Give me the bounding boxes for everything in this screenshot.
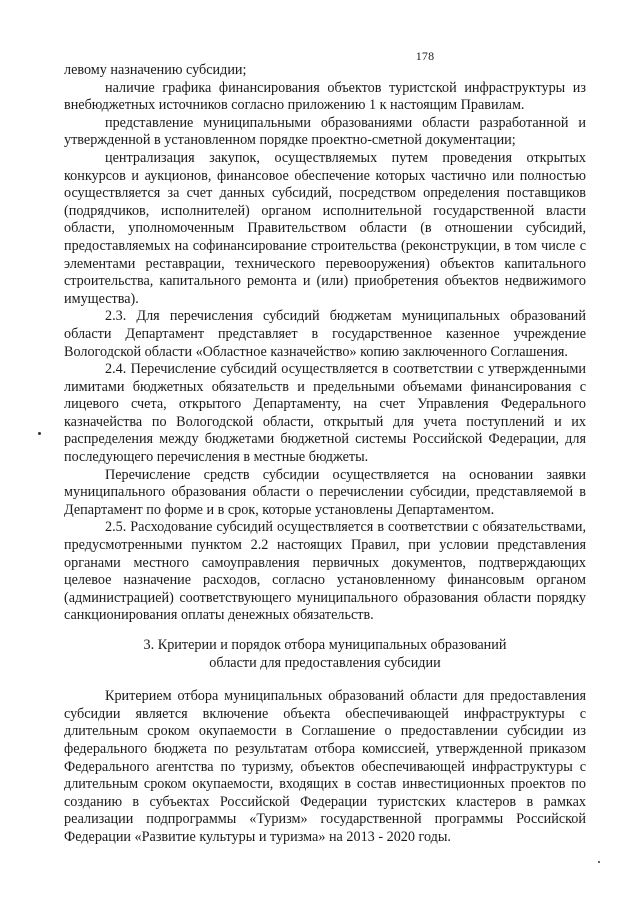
section-3-heading-line-1: 3. Критерии и порядок отбора муниципальных образований — [143, 637, 507, 653]
paragraph-2-3: 2.3. Для перечисления субсидий бюджетам муниципальных образований области Департамент представляет в государственное казенное учреждение Вологодской области «Областное казначейство» копию заключенного Соглашения. — [64, 308, 586, 360]
paragraph-financing-schedule: наличие графика финансирования объектов туристской инфраструктуры из внебюджетных источников согласно приложению 1 к настоящим Правилам. — [64, 79, 586, 114]
page-number: 178 — [415, 49, 435, 63]
scan-speck — [38, 432, 41, 435]
paragraph-continuation: левому назначению субсидии; — [64, 62, 247, 78]
paragraph-2-4: 2.4. Перечисление субсидий осуществляется в соответствии с утвержденными лимитами бюджетных обязательств и предельными объемами финансирования с лицевого счета, открытого Департаменту, на счет Управления Федерального казначейства по Вологодской области, открытый для учета поступлений и их распределения между бюджетами бюджетной системы Российской Федерации, для последующего перечисления в местные бюджеты. — [64, 361, 586, 466]
document-body — [64, 62, 586, 847]
section-3-heading — [64, 637, 586, 672]
paragraph-2-5: 2.5. Расходование субсидий осуществляется в соответствии с обязательствами, предусмотренными пунктом 2.2 настоящих Правил, при условии представления органами местного самоуправления первичных документов, подтверждающих целевое назначение расходов, согласно установленному финансовым органом (администрацией) соответствующего муниципального образования области порядку санкционирования оплаты денежных обязательств. — [64, 519, 586, 624]
paragraph-transfer-request: Перечисление средств субсидии осуществляется на основании заявки муниципального образования области о перечислении субсидии, представляемой в Департамент по форме и в срок, которые установлены Департаментом. — [64, 466, 586, 518]
paragraph-selection-criterion: Критерием отбора муниципальных образований области для предоставления субсидии является включение объекта обеспечивающей инфраструктуры с длительным сроком окупаемости в Соглашение о предоставлении субсидии из федерального бюджета по результатам отбора комиссией, утвержденной приказом Федерального агентства по туризму, объектов обеспечивающей инфраструктуры с длительным сроком окупаемости, входящих в состав инвестиционных проектов по созданию в субъектах Российской Федерации туристских кластеров в рамках реализации подпрограммы «Туризм» государственной программы Российской Федерации «Развитие культуры и туризма» на 2013 - 2020 годы. — [64, 688, 586, 845]
section-3-heading-line-2: области для предоставления субсидии — [209, 654, 441, 671]
scan-speck — [598, 861, 600, 863]
paragraph-design-documentation: представление муниципальными образованиями области разработанной и утвержденной в установленном порядке проектно-сметной документации; — [64, 114, 586, 149]
paragraph-procurement-centralization: централизация закупок, осуществляемых путем проведения открытых конкурсов и аукционов, финансовое обеспечение которых частично или полностью осуществляется за счет данных субсидий, посредством определения поставщиков (подрядчиков, исполнителей) органом исполнительной государственной власти области, уполномоченным Правительством области (в отношении субсидий, предоставляемых на софинансирование строительства (реконструкции, в том числе с элементами реставрации, технического перевооружения) объектов капитального строительства, капитального ремонта и (или) приобретения объектов недвижимого имущества). — [64, 149, 586, 307]
